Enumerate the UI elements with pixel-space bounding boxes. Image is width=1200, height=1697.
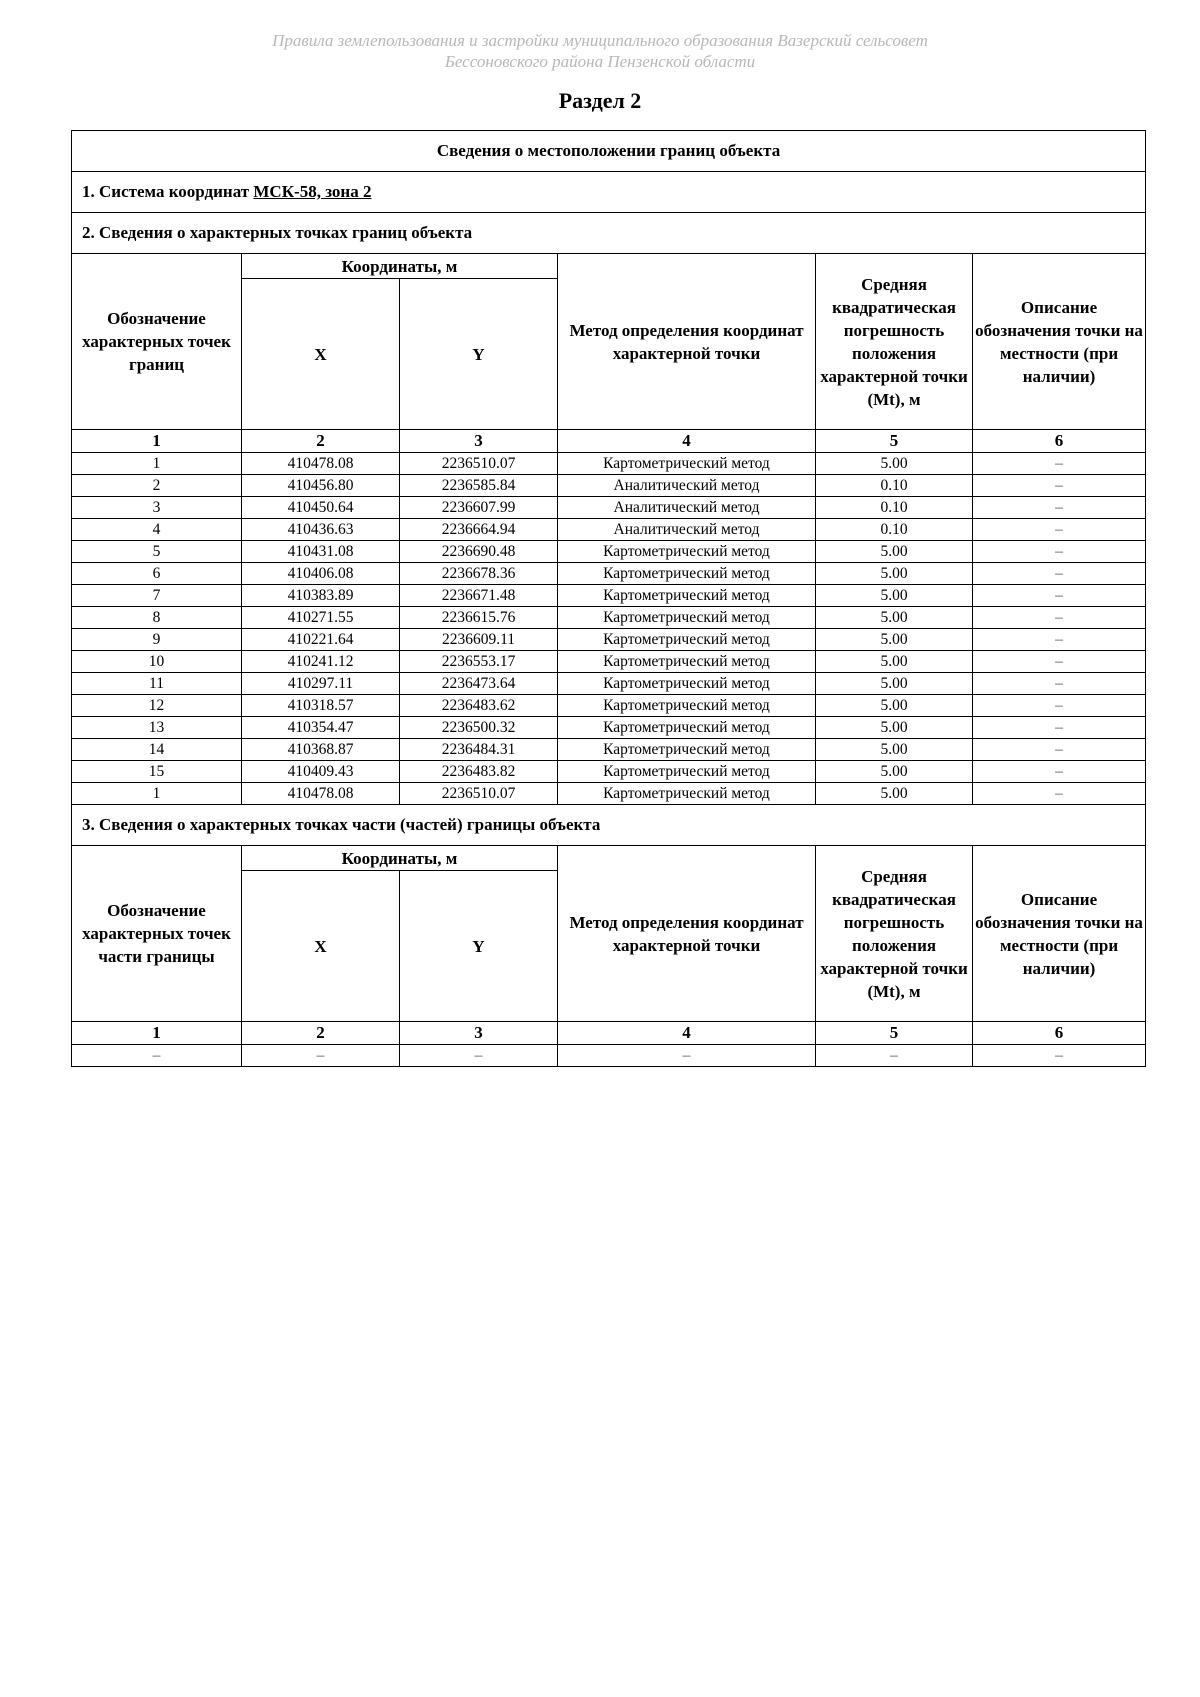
part2-table-cell: 410297.11 — [242, 673, 400, 695]
part2-table-cell: – — [973, 585, 1146, 607]
header-y: Y — [400, 279, 558, 430]
part2-table-cell: 410436.63 — [242, 519, 400, 541]
part2-table-cell: 2236664.94 — [400, 519, 558, 541]
part2-table-cell: Картометрический метод — [558, 453, 816, 475]
part2-table-cell: 2236483.82 — [400, 761, 558, 783]
part2-table-row — [72, 783, 1146, 805]
part2-table-cell: 10 — [72, 651, 242, 673]
part2-table-row — [72, 761, 1146, 783]
part2-table-cell: Картометрический метод — [558, 673, 816, 695]
part2-table-cell: 2236473.64 — [400, 673, 558, 695]
part2-table-cell: – — [973, 607, 1146, 629]
part2-table-cell: 2236585.84 — [400, 475, 558, 497]
part2-table-cell: 410456.80 — [242, 475, 400, 497]
part3-table-cell: – — [558, 1045, 816, 1067]
part2-table-cell: 2236607.99 — [400, 497, 558, 519]
part2-table-cell: 5.00 — [816, 607, 973, 629]
part2-table-cell: 410383.89 — [242, 585, 400, 607]
header-description: Описание обозначения точки на местности (при наличии) — [973, 254, 1146, 430]
part2-table-cell: 5.00 — [816, 541, 973, 563]
part2-table-cell: – — [973, 497, 1146, 519]
part2-table-cell: – — [973, 475, 1146, 497]
part2-table-cell: 5.00 — [816, 695, 973, 717]
part3-col-number: 2 — [242, 1022, 400, 1045]
part2-table-row — [72, 497, 1146, 519]
part2-table-cell: 5.00 — [816, 629, 973, 651]
part2-table-cell: 2236500.32 — [400, 717, 558, 739]
header-line-2: Бессоновского района Пензенской области — [444, 52, 756, 71]
part2-table-cell: – — [973, 629, 1146, 651]
part2-title: 2. Сведения о характерных точках границ объекта — [72, 213, 1146, 254]
part2-table-cell: 410241.12 — [242, 651, 400, 673]
part2-table-cell: 5.00 — [816, 739, 973, 761]
part2-table-cell: 410478.08 — [242, 783, 400, 805]
part2-table-cell: Картометрический метод — [558, 717, 816, 739]
part2-table-cell: 2236609.11 — [400, 629, 558, 651]
part2-table-cell: 2236690.48 — [400, 541, 558, 563]
part3-col-number: 6 — [973, 1022, 1146, 1045]
part2-table-cell: 410431.08 — [242, 541, 400, 563]
part2-col-number: 2 — [242, 430, 400, 453]
part2-col-number: 1 — [72, 430, 242, 453]
part2-table-cell: 13 — [72, 717, 242, 739]
part2-table-cell: – — [973, 453, 1146, 475]
part2-table-row — [72, 739, 1146, 761]
table-title: Сведения о местоположении границ объекта — [72, 131, 1146, 172]
part2-table-row — [72, 695, 1146, 717]
header-line-1: Правила землепользования и застройки муниципального образования Вазерский сельсовет — [272, 31, 928, 50]
header-coordinates: Координаты, м — [242, 254, 558, 279]
part2-table-row — [72, 673, 1146, 695]
part2-table-cell: 0.10 — [816, 519, 973, 541]
header-x-part: X — [242, 871, 400, 1022]
part2-table-row — [72, 651, 1146, 673]
part2-table-cell: 2236671.48 — [400, 585, 558, 607]
part2-table-cell: – — [973, 519, 1146, 541]
part2-table-cell: 9 — [72, 629, 242, 651]
part2-table-cell: Картометрический метод — [558, 761, 816, 783]
part2-table-cell: Аналитический метод — [558, 519, 816, 541]
part3-col-number: 3 — [400, 1022, 558, 1045]
part2-table-cell: Аналитический метод — [558, 497, 816, 519]
part2-table-cell: 2236553.17 — [400, 651, 558, 673]
part2-table-cell: 7 — [72, 585, 242, 607]
part2-table-cell: 410354.47 — [242, 717, 400, 739]
column-numbers-row-part — [72, 1022, 1146, 1045]
part3-title: 3. Сведения о характерных точках части (частей) границы объекта — [72, 805, 1146, 846]
header-point-designation: Обозначение характерных точек границ — [72, 254, 242, 430]
part3-col-number: 5 — [816, 1022, 973, 1045]
part2-table-cell: – — [973, 673, 1146, 695]
part2-table-cell: 2236484.31 — [400, 739, 558, 761]
part2-table-cell: 410406.08 — [242, 563, 400, 585]
header-description-part: Описание обозначения точки на местности (при наличии) — [973, 846, 1146, 1022]
coord-system-row — [72, 172, 1146, 213]
part2-table-cell: Аналитический метод — [558, 475, 816, 497]
part2-table-cell: – — [973, 761, 1146, 783]
part2-col-number: 6 — [973, 430, 1146, 453]
part2-table-cell: 15 — [72, 761, 242, 783]
part2-table-cell: 2236678.36 — [400, 563, 558, 585]
header-accuracy-part: Средняя квадратическая погрешность положения характерной точки (Mt), м — [816, 846, 973, 1022]
part2-table-cell: 8 — [72, 607, 242, 629]
part2-table-cell: 0.10 — [816, 475, 973, 497]
part2-table-cell: 14 — [72, 739, 242, 761]
part2-col-number: 3 — [400, 430, 558, 453]
part2-table-cell: Картометрический метод — [558, 783, 816, 805]
part2-table-cell: – — [973, 717, 1146, 739]
header-method-part: Метод определения координат характерной точки — [558, 846, 816, 1022]
part2-table-cell: 0.10 — [816, 497, 973, 519]
part3-table-cell: – — [72, 1045, 242, 1067]
part2-table-cell: 11 — [72, 673, 242, 695]
part2-table-cell: Картометрический метод — [558, 585, 816, 607]
part2-table-cell: – — [973, 783, 1146, 805]
part2-table-cell: Картометрический метод — [558, 541, 816, 563]
part3-table-row — [72, 1045, 1146, 1067]
part2-table-cell: 410271.55 — [242, 607, 400, 629]
part2-table-row — [72, 717, 1146, 739]
part2-table-row — [72, 541, 1146, 563]
part2-table-cell: 5.00 — [816, 453, 973, 475]
part2-table-cell: 12 — [72, 695, 242, 717]
part2-table-cell: Картометрический метод — [558, 695, 816, 717]
part2-table-cell: – — [973, 563, 1146, 585]
part2-col-number: 4 — [558, 430, 816, 453]
part2-table-cell: 5.00 — [816, 563, 973, 585]
part3-table-cell: – — [973, 1045, 1146, 1067]
header-accuracy: Средняя квадратическая погрешность положения характерной точки (Mt), м — [816, 254, 973, 430]
part2-table-cell: 410478.08 — [242, 453, 400, 475]
boundary-table — [71, 130, 1146, 1067]
part2-table-cell: Картометрический метод — [558, 629, 816, 651]
part2-table-cell: 410409.43 — [242, 761, 400, 783]
part2-table-cell: 5.00 — [816, 673, 973, 695]
part2-table-cell: Картометрический метод — [558, 607, 816, 629]
part2-table-cell: 5.00 — [816, 585, 973, 607]
header-point-designation-part: Обозначение характерных точек части границы — [72, 846, 242, 1022]
part3-table-cell: – — [400, 1045, 558, 1067]
part2-table-row — [72, 475, 1146, 497]
part2-table-cell: 410450.64 — [242, 497, 400, 519]
part2-table-cell: – — [973, 651, 1146, 673]
part2-table-cell: 3 — [72, 497, 242, 519]
part2-table-cell: 2236510.07 — [400, 783, 558, 805]
part2-table-cell: 1 — [72, 783, 242, 805]
part3-col-number: 1 — [72, 1022, 242, 1045]
part2-col-number: 5 — [816, 430, 973, 453]
part2-table-cell: 1 — [72, 453, 242, 475]
part2-table-row — [72, 607, 1146, 629]
part2-table-cell: Картометрический метод — [558, 651, 816, 673]
header-method: Метод определения координат характерной точки — [558, 254, 816, 430]
part2-table-cell: – — [973, 541, 1146, 563]
column-numbers-row — [72, 430, 1146, 453]
part2-table-cell: Картометрический метод — [558, 739, 816, 761]
part2-table-cell: 2 — [72, 475, 242, 497]
part2-table-cell: 5.00 — [816, 717, 973, 739]
part2-table-cell: 410368.87 — [242, 739, 400, 761]
part2-table-cell: 2236483.62 — [400, 695, 558, 717]
part2-table-cell: 5.00 — [816, 783, 973, 805]
part2-table-cell: 4 — [72, 519, 242, 541]
part2-table-row — [72, 519, 1146, 541]
part2-table-cell: Картометрический метод — [558, 563, 816, 585]
part2-table-row — [72, 629, 1146, 651]
part3-table-cell: – — [242, 1045, 400, 1067]
part3-table-cell: – — [816, 1045, 973, 1067]
part2-table-cell: 2236510.07 — [400, 453, 558, 475]
coord-system-label: 1. Система координат — [82, 182, 254, 201]
header-x: X — [242, 279, 400, 430]
part2-table-row — [72, 453, 1146, 475]
part2-table-cell: – — [973, 739, 1146, 761]
part2-table-cell: 5 — [72, 541, 242, 563]
part3-col-number: 4 — [558, 1022, 816, 1045]
coord-system-value: МСК-58, зона 2 — [253, 182, 372, 201]
header-y-part: Y — [400, 871, 558, 1022]
part2-table-cell: 410318.57 — [242, 695, 400, 717]
part2-table-cell: 2236615.76 — [400, 607, 558, 629]
part2-table-cell: 5.00 — [816, 761, 973, 783]
section-title: Раздел 2 — [558, 88, 642, 113]
part2-table-row — [72, 563, 1146, 585]
document-header-note — [0, 30, 1200, 72]
part2-table-row — [72, 585, 1146, 607]
part2-table-cell: – — [973, 695, 1146, 717]
part2-table-cell: 6 — [72, 563, 242, 585]
part2-table-cell: 5.00 — [816, 651, 973, 673]
part2-table-cell: 410221.64 — [242, 629, 400, 651]
header-coordinates-part: Координаты, м — [242, 846, 558, 871]
